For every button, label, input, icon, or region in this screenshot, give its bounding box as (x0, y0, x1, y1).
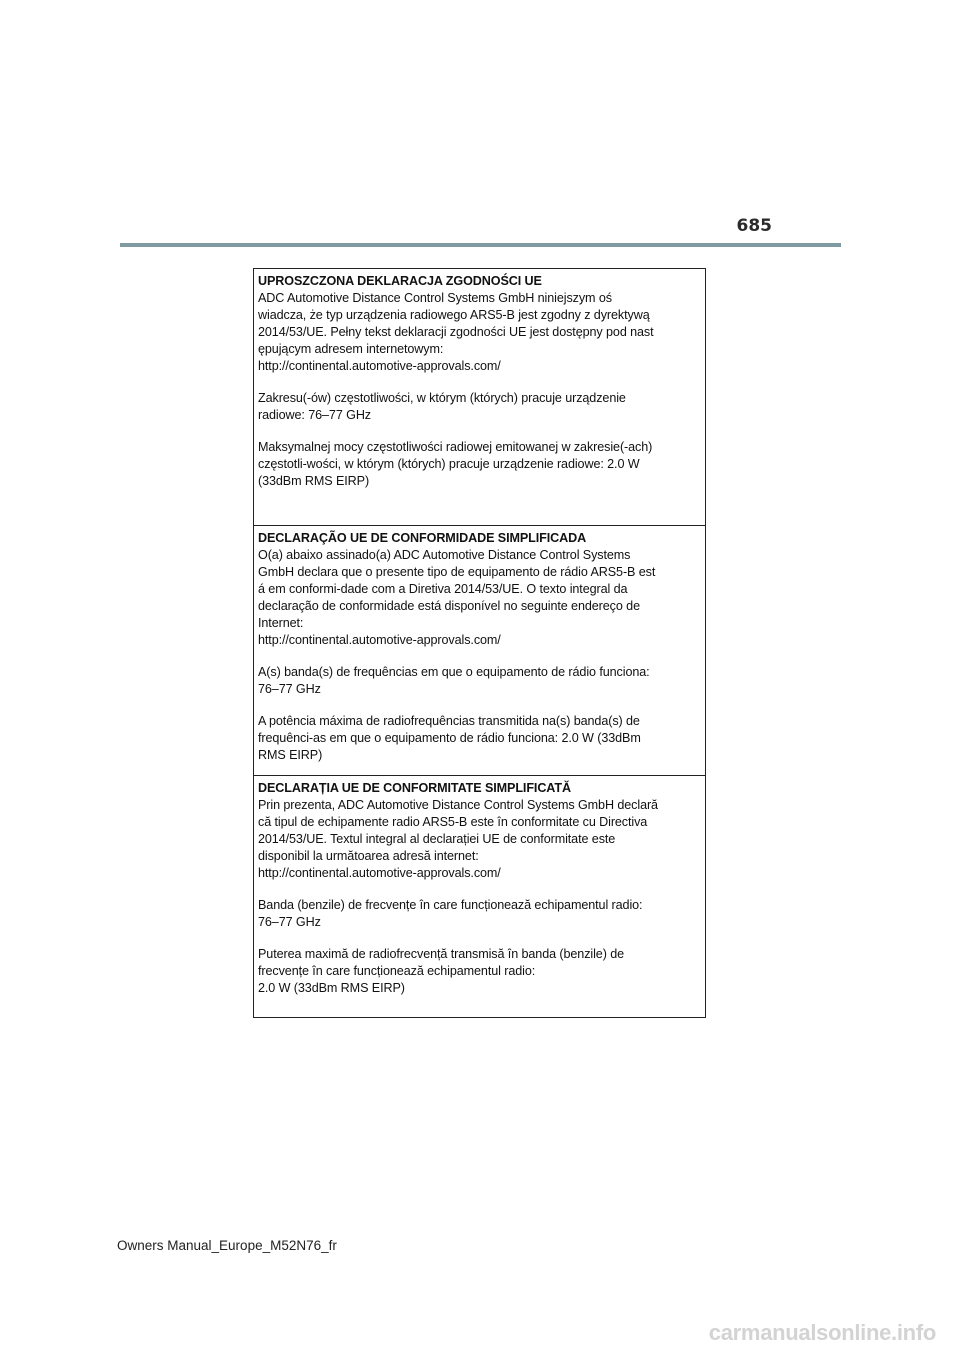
text-line: ępującym adresem internetowym: (258, 342, 444, 356)
declaration-section-polish (254, 269, 705, 525)
section-paragraph (258, 664, 701, 698)
text-line: GmbH declara que o presente tipo de equipamento de rádio ARS5-B est (258, 565, 656, 579)
text-line: 2014/53/UE. Pełny tekst deklaracji zgodności UE jest dostępny pod nast (258, 325, 654, 339)
text-line: că tipul de echipamente radio ARS5-B este în conformitate cu Directiva (258, 815, 648, 829)
section-heading: DECLARAÇÃO UE DE CONFORMIDADE SIMPLIFICADA (258, 531, 587, 545)
section-heading: DECLARAȚIA UE DE CONFORMITATE SIMPLIFICATĂ (258, 781, 571, 795)
section-paragraph (258, 797, 701, 882)
text-line: á em conformi-dade com a Diretiva 2014/53/UE. O texto integral da (258, 582, 628, 596)
section-paragraph (258, 713, 701, 764)
footer-document-id: Owners Manual_Europe_M52N76_fr (117, 1238, 337, 1253)
declaration-section-romanian (254, 775, 705, 1021)
text-line: 2014/53/UE. Textul integral al declarației UE de conformitate este (258, 832, 616, 846)
text-line: Zakresu(-ów) częstotliwości, w którym (których) pracuje urządzenie (258, 391, 626, 405)
section-paragraph (258, 290, 701, 375)
text-line: Banda (benzile) de frecvențe în care funcționează echipamentul radio: (258, 898, 643, 912)
section-heading: UPROSZCZONA DEKLARACJA ZGODNOŚCI UE (258, 274, 542, 288)
text-line: Prin prezenta, ADC Automotive Distance Control Systems GmbH declară (258, 798, 658, 812)
text-line: frequênci-as em que o equipamento de rádio funciona: 2.0 W (33dBm (258, 731, 641, 745)
watermark: carmanualsonline.info (708, 1320, 936, 1345)
page-number: 685 (736, 216, 772, 236)
url-line: http://continental.automotive-approvals.com/ (258, 359, 501, 373)
section-paragraph (258, 439, 701, 490)
text-line: Puterea maximă de radiofrecvență transmisă în banda (benzile) de (258, 947, 625, 961)
text-line: A(s) banda(s) de frequências em que o equipamento de rádio funciona: (258, 665, 650, 679)
section-paragraph (258, 547, 701, 649)
header-rule (120, 243, 841, 247)
text-line: O(a) abaixo assinado(a) ADC Automotive Distance Control Systems (258, 548, 631, 562)
text-line: 76–77 GHz (258, 915, 321, 929)
text-line: Internet: (258, 616, 304, 630)
section-paragraph (258, 946, 701, 997)
text-line: declaração de conformidade está disponível no seguinte endereço de (258, 599, 640, 613)
text-line: disponibil la următoarea adresă internet: (258, 849, 479, 863)
text-line: częstotli-wości, w którym (których) pracuje urządzenie radiowe: 2.0 W (258, 457, 640, 471)
text-line: ADC Automotive Distance Control Systems GmbH niniejszym oś (258, 291, 612, 305)
text-line: Maksymalnej mocy częstotliwości radiowej emitowanej w zakresie(-ach) (258, 440, 653, 454)
url-line: http://continental.automotive-approvals.com/ (258, 633, 501, 647)
declaration-section-portuguese (254, 525, 705, 775)
text-line: RMS EIRP) (258, 748, 323, 762)
url-line: http://continental.automotive-approvals.com/ (258, 866, 501, 880)
text-line: radiowe: 76–77 GHz (258, 408, 372, 422)
text-line: frecvențe în care funcționează echipamentul radio: (258, 964, 536, 978)
text-line: wiadcza, że typ urządzenia radiowego ARS5-B jest zgodny z dyrektywą (258, 308, 650, 322)
declaration-scan-box (253, 268, 706, 1018)
text-line: (33dBm RMS EIRP) (258, 474, 370, 488)
text-line: A potência máxima de radiofrequências transmitida na(s) banda(s) de (258, 714, 640, 728)
section-paragraph (258, 390, 701, 424)
text-line: 76–77 GHz (258, 682, 321, 696)
section-paragraph (258, 897, 701, 931)
text-line: 2.0 W (33dBm RMS EIRP) (258, 981, 405, 995)
